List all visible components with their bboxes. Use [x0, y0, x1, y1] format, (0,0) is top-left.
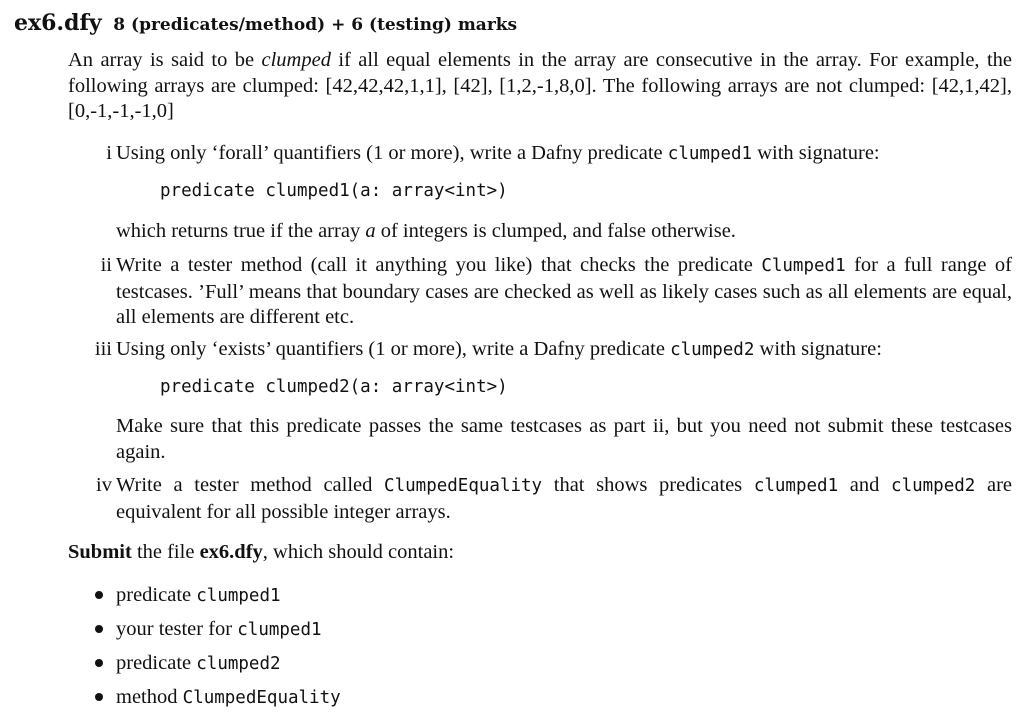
exercise-heading	[14, 10, 517, 36]
bullet-icon	[95, 659, 103, 667]
submit-text: the file	[131, 541, 200, 563]
list-item-code: ClumpedEquality	[182, 688, 341, 708]
submit-label: Submit	[68, 541, 132, 563]
part-number: i	[106, 142, 112, 164]
list-item-text: method	[116, 686, 183, 708]
intro-text-2: if all equal elements in the array are consecutive in the array. For example, the following arrays are clumped: [42,42,42,1,1], [42], [1,2,-1,8,0]. The following arrays are not clumped: [42,1,42],[0,-1,-1,-1,0]	[68, 49, 1012, 122]
part-ii	[100, 253, 1012, 331]
variable-a: a	[365, 220, 376, 242]
part-i-continuation	[116, 219, 1012, 245]
list-item-text: your tester for	[116, 618, 238, 640]
bullet-icon	[95, 693, 103, 701]
part-text: which returns true if the array	[116, 220, 366, 242]
part-number: ii	[100, 254, 112, 276]
list-item-text: predicate	[116, 652, 197, 674]
part-text: with signature:	[752, 142, 880, 164]
inline-code: ClumpedEquality	[384, 476, 543, 496]
list-item	[92, 583, 692, 617]
part-text: Using only ‘exists’ quantifiers (1 or more), write a Dafny predicate	[116, 338, 671, 360]
list-item-code: clumped1	[237, 620, 322, 640]
exercise-marks: 8 (predicates/method) + 6 (testing) marks	[113, 15, 518, 35]
list-item-text: predicate	[116, 584, 197, 606]
part-text: that shows predicates	[542, 474, 754, 496]
submission-list	[92, 583, 692, 719]
part-text: Write a tester method (call it anything you like) that checks the predicate	[116, 254, 762, 276]
inline-code: clumped1	[753, 476, 839, 496]
inline-code: clumped1	[667, 144, 753, 164]
submit-instruction	[68, 541, 454, 564]
part-text: Make sure that this predicate passes the same testcases as part ii, but you need not submit these testcases again.	[116, 415, 1012, 463]
part-text: Using only ‘forall’ quantifiers (1 or more), write a Dafny predicate	[116, 142, 668, 164]
signature-code-clumped1: predicate clumped1(a: array<int>)	[160, 181, 508, 201]
bullet-icon	[95, 591, 103, 599]
list-item-code: clumped2	[196, 654, 281, 674]
part-text: and	[838, 474, 892, 496]
part-i	[106, 141, 1012, 168]
inline-code: clumped2	[670, 340, 755, 360]
part-iv	[96, 473, 1013, 525]
bullet-icon	[95, 625, 103, 633]
part-iii-continuation	[116, 414, 1012, 465]
part-text: are equivalent for all possible integer arrays.	[116, 474, 1013, 523]
submit-text: , which should contain:	[262, 541, 455, 563]
submit-file-name: ex6.dfy	[199, 541, 263, 563]
part-text: of integers is clumped, and false otherwise.	[375, 220, 736, 242]
part-number: iv	[96, 474, 112, 496]
list-item	[92, 617, 692, 651]
list-item-code: clumped1	[196, 586, 281, 606]
part-iii	[94, 337, 1012, 364]
part-number: iii	[94, 338, 112, 360]
part-text: with signature:	[754, 338, 882, 360]
exercise-file-name: ex6.dfy	[14, 10, 102, 36]
part-text: for a full range of testcases. ’Full’ means that boundary cases are checked as well as likely cases such as all elements are equal, all elements are different etc.	[116, 254, 1012, 328]
intro-text-1: An array is said to be	[68, 49, 262, 71]
list-item	[92, 651, 692, 685]
part-text: Write a tester method called	[116, 474, 385, 496]
inline-code: clumped2	[891, 476, 976, 496]
intro-emphasis: clumped	[261, 49, 331, 71]
signature-code-clumped2: predicate clumped2(a: array<int>)	[160, 377, 508, 397]
inline-code: Clumped1	[761, 256, 846, 276]
intro-paragraph	[68, 48, 1012, 125]
